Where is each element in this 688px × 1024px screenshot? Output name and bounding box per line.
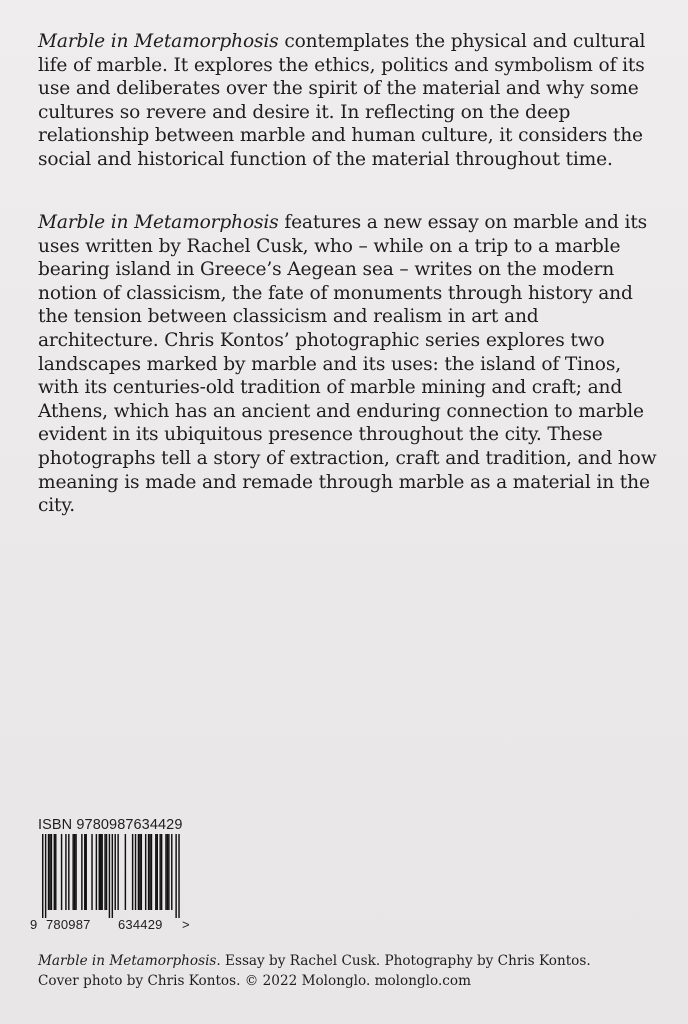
barcode-bar — [74, 834, 75, 910]
barcode-bar — [72, 834, 73, 910]
barcode-bar — [75, 834, 76, 910]
barcode-guard-bar — [175, 834, 176, 918]
credits-book-title: Marble in Metamorphosis — [38, 953, 217, 969]
barcode-bar — [168, 834, 169, 910]
barcode-quiet-zone-arrow: > — [182, 917, 190, 932]
barcode-bar — [149, 834, 150, 910]
barcode-bar — [157, 834, 158, 910]
barcode-bar — [171, 834, 172, 910]
barcode-bar — [49, 834, 50, 910]
blurb-paragraph-1 — [38, 30, 658, 172]
book-title-italic: Marble in Metamorphosis — [38, 31, 279, 52]
barcode-bar — [86, 834, 87, 910]
barcode-guard-bar — [178, 834, 179, 918]
barcode-bar — [65, 834, 66, 910]
barcode-bar — [159, 834, 160, 910]
barcode-bar — [138, 834, 139, 910]
barcode-right-digits: 634429 — [118, 917, 163, 932]
barcode-bar — [161, 834, 162, 910]
barcode-bar — [165, 834, 166, 910]
blurb-paragraph-2 — [38, 211, 658, 518]
barcode-bar — [132, 834, 133, 910]
barcode-bar — [48, 834, 49, 910]
book-title-italic: Marble in Metamorphosis — [38, 212, 279, 233]
barcode-bar — [99, 834, 100, 910]
barcode-bar — [106, 834, 107, 910]
barcode-bar — [91, 834, 92, 910]
barcode-lead-digit: 9 — [30, 917, 38, 932]
barcode-bar — [167, 834, 168, 910]
barcode-bar — [81, 834, 82, 910]
barcode-bar — [54, 834, 55, 910]
barcode-bars — [30, 834, 210, 918]
credits-line-1: . Essay by Rachel Cusk. Photography by Chris Kontos. — [216, 953, 591, 969]
credits-line-2: Cover photo by Chris Kontos. © 2022 Molonglo. molonglo.com — [38, 973, 471, 989]
barcode-bar — [55, 834, 56, 910]
barcode-bar — [51, 834, 52, 910]
barcode-bar — [145, 834, 146, 910]
isbn-label: ISBN 9780987634429 — [38, 817, 183, 833]
barcode-bar — [135, 834, 136, 910]
barcode-bar — [148, 834, 149, 910]
barcode-bar — [141, 834, 142, 910]
barcode-bar — [139, 834, 140, 910]
barcode-bar — [68, 834, 69, 910]
barcode-guard-bar — [109, 834, 110, 918]
barcode-guard-bar — [42, 834, 43, 918]
barcode-bar — [96, 834, 97, 910]
barcode-guard-bar — [45, 834, 46, 918]
barcode-bar — [125, 834, 126, 910]
barcode — [30, 834, 210, 938]
blurb-paragraph-2-text: features a new essay on marble and its uses written by Rachel Cusk, who – while on a trip to a marble bearing island in Greece’s Aegean sea – writes on the modern notion of classicism, the fate of monuments through history and the tension between classicism and realism in art and architecture. Chris Kontos’ photographic series explores two landscapes marked by marble and its uses: the island of Tinos, with its centuries-old tradition of marble mining and craft; and Athens, which has an ancient and enduring connection to marble evident in its ubiquitous presence throughout the city. These photographs tell a story of extraction, craft and tradition, and how meaning is made and remade through marble as a material in the city. — [38, 212, 657, 517]
barcode-left-digits: 780987 — [46, 917, 91, 932]
barcode-bar — [101, 834, 102, 910]
barcode-bar — [104, 834, 105, 910]
barcode-guard-bar — [112, 834, 113, 918]
barcode-bar — [84, 834, 85, 910]
barcode-bar — [100, 834, 101, 910]
barcode-bar — [155, 834, 156, 910]
barcode-bar — [151, 834, 152, 910]
blurb-paragraph-1-text: contemplates the physical and cultural life of marble. It explores the ethics, politics and symbolism of its use and deliberates over the spirit of the material and why some cultures so revere and desire it. In reflecting on the deep relationship between marble and human culture, it considers the social and historical function of the material throughout time. — [38, 31, 646, 170]
barcode-bar — [115, 834, 116, 910]
barcode-bar — [61, 834, 62, 910]
barcode-bar — [117, 834, 118, 910]
credits — [38, 951, 678, 991]
